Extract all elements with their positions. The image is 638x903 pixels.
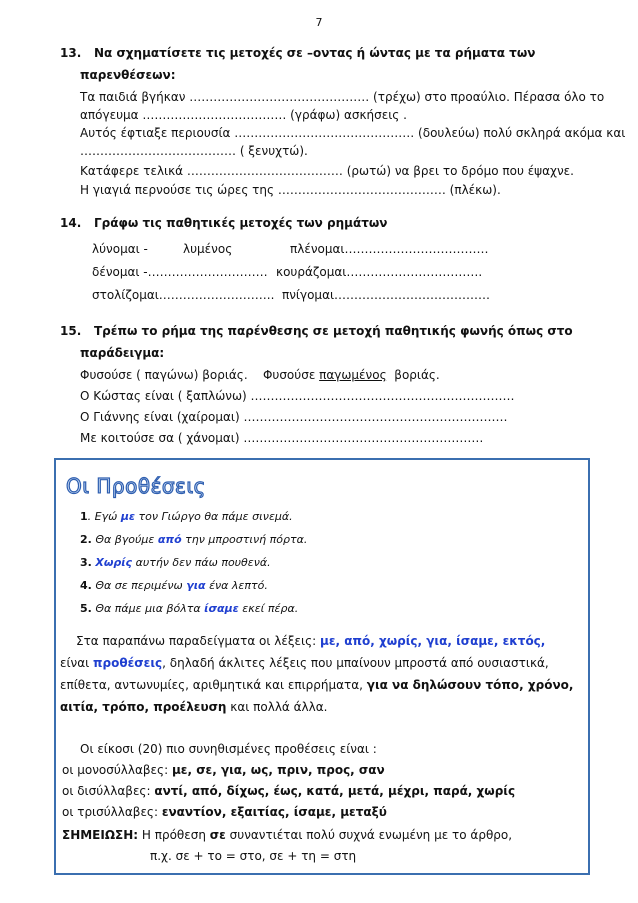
exercise-13-line: Η γιαγιά περνούσε τις ώρες της …………………………………… (πλέκω). [80, 183, 501, 197]
common-prepositions-intro: Οι είκοσι (20) πιο συνηθισμένες προθέσεις είναι : [80, 742, 377, 756]
example-sentence: 2. Θα βγούμε από την μπροστινή πόρτα. [80, 533, 308, 546]
exercise-number: 13. [60, 46, 82, 60]
exercise-14-title: 14. Γράφω τις παθητικές μετοχές των ρημάτων [60, 216, 388, 230]
explanation-line: είναι προθέσεις, δηλαδή άκλιτες λέξεις που μπαίνουν μπροστά από ουσιαστικά, [60, 656, 549, 670]
exercise-15-line: Ο Γιάννης είναι (χαίρομαι) ………………………………………………………… [80, 410, 508, 424]
trisyllabic-line: οι τρισύλλαβες: εναντίον, εξαιτίας, ίσαμε, μεταξύ [62, 805, 387, 819]
box-title: Οι Προθέσεις [66, 474, 206, 498]
exercise-number: 15. [60, 324, 82, 338]
exercise-13-title-cont: παρενθέσεων: [80, 68, 176, 82]
exercise-13-line: Τα παιδιά βγήκαν ……………………………………… (τρέχω) στο προαύλιο. Πέρασα όλο το [80, 90, 605, 104]
disyllabic-line: οι δισύλλαβες: αντί, από, δίχως, έως, κατά, μετά, μέχρι, παρά, χωρίς [62, 784, 516, 798]
example-sentence: 3. Χωρίς αυτήν δεν πάω πουθενά. [80, 556, 271, 569]
example-answer: παγωμένος [319, 368, 387, 382]
exercise-13-line: ………………………………… ( ξενυχτώ). [80, 144, 308, 158]
exercise-13-line: Κατάφερε τελικά ………………………………… (ρωτώ) να βρει το δρόμο που έψαχνε. [80, 164, 574, 178]
exercise-15-example: Φυσούσε ( παγώνω) βοριάς. Φυσούσε παγωμένος βοριάς. [80, 368, 440, 382]
exercise-13-line: απόγευμα ……………………………… (γράφω) ασκήσεις . [80, 108, 407, 122]
participle-cell: λυμένος [183, 242, 233, 256]
verb-cell: δένομαι -………………………… [92, 265, 268, 279]
explanation-line: αιτία, τρόπο, προέλευση και πολλά άλλα. [60, 700, 328, 714]
example-sentence: 1. Εγώ με τον Γιώργο θα πάμε σινεμά. [80, 510, 293, 523]
explanation-line: Στα παραπάνω παραδείγματα οι λέξεις: με, από, χωρίς, για, ίσαμε, εκτός, [76, 634, 546, 648]
verb-cell: πλένομαι……………………………… [290, 242, 489, 256]
exercise-15-line: Ο Κώστας είναι ( ξαπλώνω) ………………………………………………………… [80, 389, 515, 403]
explanation-line: επίθετα, αντωνυμίες, αριθμητικά και επιρρήματα, για να δηλώσουν τόπο, χρόνο, [60, 678, 574, 692]
exercise-15-title-cont: παράδειγμα: [80, 346, 165, 360]
verb-cell: κουράζομαι……………………………. [276, 265, 483, 279]
note-example: π.χ. σε + το = στο, σε + τη = στη [150, 849, 357, 863]
verb-cell: στολίζομαι……………………….. [92, 288, 275, 302]
exercise-13-title: 13. Να σχηματίσετε τις μετοχές σε –οντας ή ώντας με τα ρήματα των [60, 46, 536, 60]
exercise-number: 14. [60, 216, 82, 230]
exercise-13-line: Αυτός έφτιαξε περιουσία ……………………………………… (δουλεύω) πολύ σκληρά ακόμα και [80, 126, 626, 140]
example-sentence: 4. Θα σε περιμένω για ένα λεπτό. [80, 579, 268, 592]
note-line: ΣΗΜΕΙΩΣΗ: Η πρόθεση σε συναντιέται πολύ συχνά ενωμένη με το άρθρο, [62, 828, 513, 842]
page-number: 7 [315, 16, 323, 29]
monosyllabic-line: οι μονοσύλλαβες: με, σε, για, ως, πριν, προς, σαν [62, 763, 385, 777]
example-sentence: 5. Θα πάμε μια βόλτα ίσαμε εκεί πέρα. [80, 602, 299, 615]
verb-cell: πνίγομαι………………………………… [282, 288, 491, 302]
exercise-15-line: Με κοιτούσε σα ( χάνομαι) …………………………………………………… [80, 431, 484, 445]
verb-cell: λύνομαι - [92, 242, 148, 256]
exercise-15-title: 15. Τρέπω το ρήμα της παρένθεσης σε μετοχή παθητικής φωνής όπως στο [60, 324, 573, 338]
